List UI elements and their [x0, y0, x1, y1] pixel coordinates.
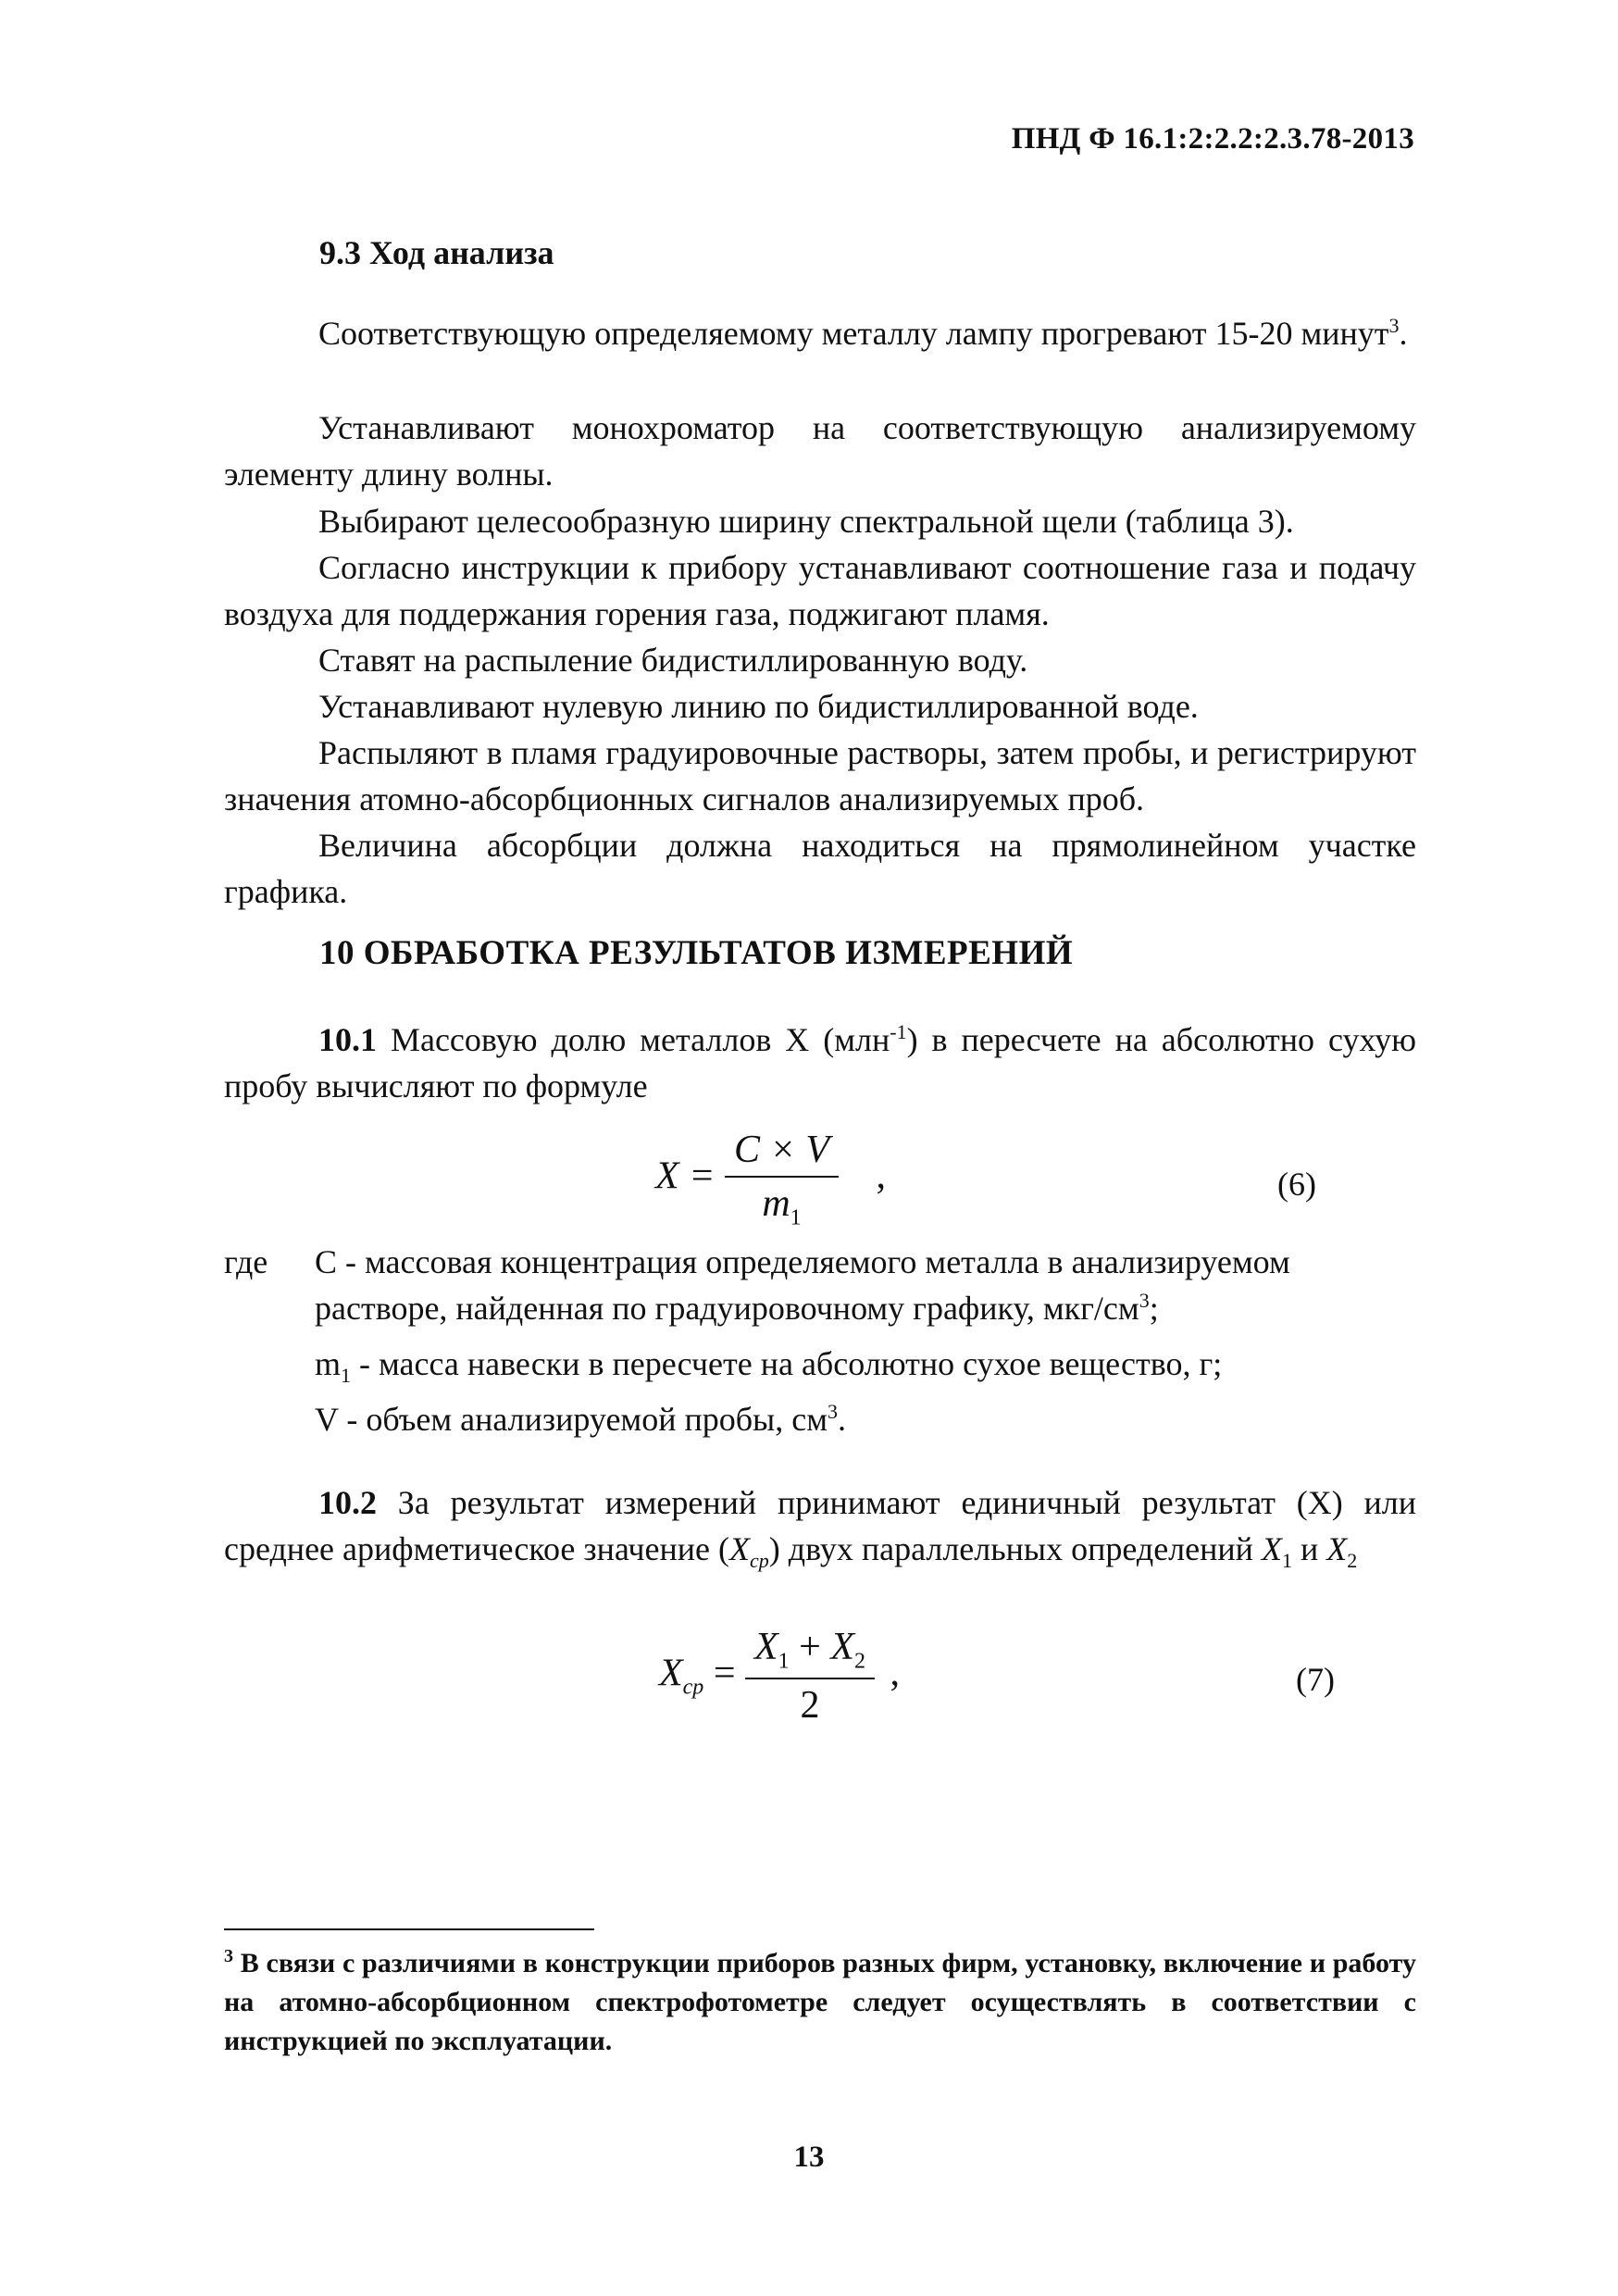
legend-superscript: 3	[1139, 1289, 1150, 1312]
x1-subscript: 1	[1281, 1549, 1292, 1573]
fraction-denominator	[725, 1178, 839, 1230]
section-9-3-paragraph-6	[224, 683, 1416, 730]
legend-end: ;	[1149, 1290, 1159, 1327]
formula-equals: =	[713, 1652, 736, 1695]
section-number: 10.2	[318, 1484, 377, 1521]
paragraph-text: Устанавливают нулевую линию по бидистиллированной воде.	[318, 688, 1199, 725]
formula-lhs: X =	[655, 1154, 716, 1198]
paragraph-text: За результат измерений принимают единичный результат (X) или среднее арифметическое значение (	[224, 1484, 1416, 1567]
footnote-text: В связи с различиями в конструкции приборов разных фирм, установку, включение и работу на атомно-абсорбционном спектрофотометре следует осуществлять в соответствии с инструкцией по эксплуатации.	[224, 1948, 1416, 2056]
paragraph-text: Устанавливают монохроматор на соответствующую анализируемому элементу длину волны.	[224, 409, 1416, 493]
x2-symbol: X	[1326, 1530, 1348, 1567]
formula-7	[659, 1625, 900, 1728]
footnote-reference: 3	[1388, 314, 1400, 337]
section-9-3-paragraph-3	[224, 498, 1416, 544]
numerator-x1-subscript: 1	[778, 1649, 790, 1674]
legend-item-c	[315, 1239, 1416, 1331]
xcp-symbol: X	[729, 1530, 750, 1567]
equation-number-7: (7)	[1296, 1661, 1335, 1698]
numerator-x2-subscript: 2	[854, 1649, 865, 1674]
paragraph-end: .	[1399, 315, 1408, 352]
legend-text: V - объем анализируемой пробы, см	[315, 1401, 828, 1438]
formula-lhs-variable: X	[659, 1652, 683, 1695]
unit-superscript: -1	[890, 1020, 907, 1043]
legend-variable: m	[315, 1345, 342, 1382]
document-code-header: ПНД Ф 16.1:2:2.2:2.3.78-2013	[1011, 122, 1414, 156]
legend-end: .	[838, 1401, 846, 1438]
formula-fraction	[725, 1128, 839, 1230]
legend-items	[315, 1239, 1416, 1452]
paragraph-text: Ставят на распыление бидистиллированную воду.	[318, 642, 1028, 679]
paragraph-text: Выбирают целесообразную ширину спектральной щели (таблица 3).	[318, 503, 1294, 540]
section-9-3-paragraph-1	[224, 310, 1416, 356]
section-9-3-paragraph-2	[224, 405, 1416, 497]
section-9-3-paragraph-7	[224, 730, 1416, 822]
page-number: 13	[793, 2140, 825, 2174]
legend-text: - масса навески в пересчете на абсолютно сухое вещество, г;	[351, 1345, 1223, 1382]
legend-item-v	[315, 1396, 1416, 1442]
numerator-x1: X	[754, 1626, 778, 1668]
paragraph-text: Соответствующую определяемому металлу лампу прогревают 15-20 минут	[318, 315, 1389, 352]
formula-fraction	[745, 1625, 875, 1728]
legend-superscript: 3	[828, 1400, 838, 1423]
paragraph-text: Распыляют в пламя градуировочные растворы, затем пробы, и регистрируют значения атомно-абсорбционных сигналов анализируемых проб.	[224, 734, 1416, 817]
section-10-1-paragraph	[224, 1017, 1416, 1109]
legend-subscript: 1	[341, 1364, 352, 1388]
numerator-x2: X	[830, 1626, 854, 1668]
formula-trailing-comma: ,	[890, 1652, 900, 1695]
denominator-variable: m	[762, 1182, 790, 1225]
section-9-3-paragraph-8	[224, 822, 1416, 915]
denominator-subscript: 1	[790, 1205, 802, 1230]
numerator-plus: +	[789, 1626, 831, 1668]
formula-trailing-comma: ,	[876, 1154, 887, 1198]
x1-symbol: X	[1261, 1530, 1282, 1567]
section-9-3-paragraph-4	[224, 544, 1416, 637]
paragraph-text: Величина абсорбции должна находиться на прямолинейном участке графика.	[224, 827, 1416, 910]
paragraph-text-continued: ) двух параллельных определений	[768, 1530, 1262, 1567]
section-9-3-paragraph-5	[224, 637, 1416, 683]
equation-number-6: (6)	[1277, 1166, 1316, 1203]
formula-lhs-subscript: ср	[682, 1675, 704, 1700]
paragraph-text: Согласно инструкции к прибору устанавливают соотношение газа и подачу воздуха для поддержания горения газа, поджигают пламя.	[224, 549, 1416, 632]
section-10-2-paragraph	[224, 1479, 1416, 1572]
section-number: 10.1	[318, 1021, 377, 1058]
paragraph-text-continued: ) в пересчете на абсолютно сухую пробу вычисляют по формуле	[224, 1021, 1416, 1104]
fraction-denominator: 2	[800, 1684, 820, 1728]
legend-item-m1	[315, 1341, 1416, 1387]
chapter-10-heading: 10 ОБРАБОТКА РЕЗУЛЬТАТОВ ИЗМЕРЕНИЙ	[319, 934, 1074, 972]
section-9-3-heading: 9.3 Ход анализа	[319, 234, 554, 271]
footnote-marker: 3	[224, 1946, 233, 1966]
where-label: где	[224, 1243, 268, 1280]
fraction-numerator	[745, 1625, 875, 1679]
xcp-subscript: ср	[750, 1549, 769, 1573]
fraction-numerator: C × V	[725, 1128, 839, 1178]
footnote-separator	[224, 1928, 594, 1930]
paragraph-text: Массовую долю металлов X (млн	[377, 1021, 890, 1058]
x2-subscript: 2	[1347, 1549, 1358, 1573]
formula-6	[655, 1128, 886, 1230]
conjunction: и	[1291, 1530, 1327, 1567]
footnote-3	[224, 1944, 1416, 2061]
legend-text: C - массовая концентрация определяемого металла в анализируемом растворе, найденная по градуировочному графику, мкг/см	[315, 1243, 1290, 1327]
